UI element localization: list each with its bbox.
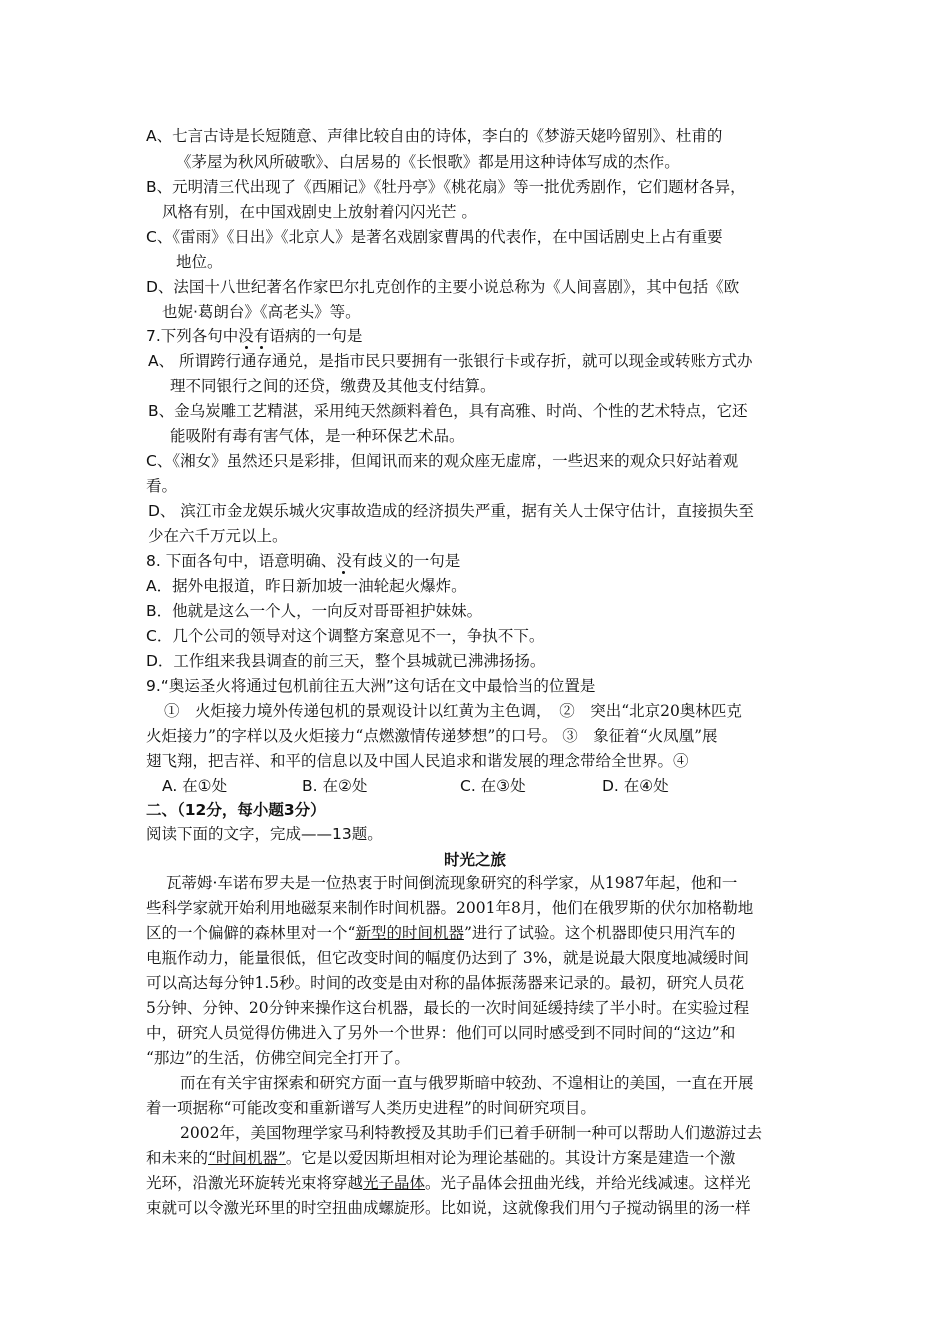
q9-option-a: A. 在①处 <box>162 777 228 795</box>
q8-stem: 8. 下面各句中，语意明确、没有歧义的一句是 <box>146 552 461 570</box>
passage-p3-line1: 2002年，美国物理学家马利特教授及其助手们已着手研制一种可以帮助人们遨游过去 <box>180 1124 762 1142</box>
q7-stem: 7.下列各句中没有语病的一句是 <box>146 327 363 345</box>
passage-p1-line1: 瓦蒂姆·车诺布罗夫是一位热衷于时间倒流现象研究的科学家，从1987年起，他和一 <box>166 874 738 892</box>
passage-p3-line4: 束就可以令激光环里的时空扭曲成螺旋形。比如说，这就像我们用勺子搅动锅里的汤一样 <box>146 1199 751 1217</box>
q8-option-a: A．据外电报道，昨日新加坡一油轮起火爆炸。 <box>146 577 467 595</box>
q7-option-b-line2: 能吸附有毒有害气体，是一种环保艺术品。 <box>170 427 465 445</box>
q9-option-b: B. 在②处 <box>302 777 368 795</box>
passage-p2-line1: 而在有关宇宙探索和研究方面一直与俄罗斯暗中较劲、不遑相让的美国，一直在开展 <box>180 1074 754 1092</box>
passage-p1-line3: 区的一个偏僻的森林里对一个“新型的时间机器”进行了试验。这个机器即使只用汽车的 <box>146 924 736 942</box>
passage-p1-line8: “那边”的生活，仿佛空间完全打开了。 <box>146 1049 410 1067</box>
passage-p2-line2: 着一项据称“可能改变和重新谱写人类历史进程”的时间研究项目。 <box>146 1099 596 1117</box>
q6-option-b-line2: 风格有别，在中国戏剧史上放射着闪闪光芒 。 <box>162 203 477 221</box>
section-instruction: 阅读下面的文字，完成——13题。 <box>146 825 383 843</box>
q7-option-d-line2: 少在六千万元以上。 <box>148 527 288 545</box>
passage-title: 时光之旅 <box>443 851 506 869</box>
q9-passage-line3: 翅飞翔，把吉祥、和平的信息以及中国人民追求和谐发展的理念带给全世界。④ <box>146 752 689 770</box>
q9-option-c: C. 在③处 <box>460 777 526 795</box>
q6-option-d-line2: 也妮·葛朗台》《高老头》等。 <box>162 303 361 321</box>
passage-p1-line2: 些科学家就开始利用地磁泵来制作时间机器。2001年8月，他们在俄罗斯的伏尔加格勒地 <box>146 899 754 917</box>
q7-option-c-line1: C、《湘女》虽然还只是彩排，但闻讯而来的观众座无虚席，一些迟来的观众只好站着观 <box>146 452 739 470</box>
q6-option-c-line2: 地位。 <box>176 253 223 271</box>
q7-option-b-line1: B、金乌炭雕工艺精湛，采用纯天然颜料着色，具有高雅、时尚、个性的艺术特点，它还 <box>148 402 748 420</box>
q6-option-b-line1: B、元明清三代出现了《西厢记》《牡丹亭》《桃花扇》等一批优秀剧作，它们题材各异， <box>146 178 746 196</box>
q9-passage-line1: ① 火炬接力境外传递包机的景观设计以红黄为主色调， ② 突出“北京20奥林匹克 <box>164 702 742 720</box>
q9-option-d: D. 在④处 <box>602 777 669 795</box>
q9-passage-line2: 火炬接力”的字样以及火炬接力“点燃激情传递梦想”的口号。 ③ 象征着“火凤凰”展 <box>146 727 718 745</box>
q9-stem: 9.“奥运圣火将通过包机前往五大洲”这句话在文中最恰当的位置是 <box>146 677 596 695</box>
q6-option-a-line2: 《茅屋为秋风所破歌》、白居易的《长恨歌》都是用这种诗体写成的杰作。 <box>176 153 680 171</box>
q8-option-c: C．几个公司的领导对这个调整方案意见不一，争执不下。 <box>146 627 545 645</box>
q6-option-a-line1: A、七言古诗是长短随意、声律比较自由的诗体，李白的《梦游天姥吟留别》、杜甫的 <box>146 127 723 145</box>
q6-option-d-line1: D、法国十八世纪著名作家巴尔扎克创作的主要小说总称为《人间喜剧》，其中包括《欧 <box>146 278 740 296</box>
passage-p3-line2: 和未来的“时间机器”。它是以爱因斯坦相对论为理论基础的。其设计方案是建造一个激 <box>146 1149 736 1167</box>
q8-option-b: B．他就是这么一个人，一向反对哥哥袒护妹妹。 <box>146 602 483 620</box>
passage-p1-line7: 中，研究人员觉得仿佛进入了另外一个世界：他们可以同时感受到不同时间的“这边”和 <box>146 1024 736 1042</box>
section-heading: 二、（12分，每小题3分） <box>146 801 326 819</box>
q7-option-c-line2: 看。 <box>146 477 178 495</box>
passage-p1-line6: 5分钟、分钟、20分钟来操作这台机器，最长的一次时间延缓持续了半小时。在实验过程 <box>146 999 750 1017</box>
q8-option-d: D．工作组来我县调查的前三天，整个县城就已沸沸扬扬。 <box>146 652 546 670</box>
q7-option-a-line2: 理不同银行之间的还贷，缴费及其他支付结算。 <box>170 377 496 395</box>
passage-p1-line4: 电瓶作动力，能量很低，但它改变时间的幅度仍达到了 3%，就是说最大限度地减缓时间 <box>146 949 750 967</box>
passage-p3-line3: 光环，沿激光环旋转光束将穿越光子晶体。光子晶体会扭曲光线，并给光线减速。这样光 <box>146 1174 751 1192</box>
passage-p1-line5: 可以高达每分钟1.5秒。时间的改变是由对称的晶体振荡器来记录的。最初，研究人员花 <box>146 974 745 992</box>
q7-option-a-line1: A、 所谓跨行通存通兑，是指市民只要拥有一张银行卡或存折，就可以现金或转账方式办 <box>148 352 753 370</box>
q6-option-c-line1: C、《雷雨》《日出》《北京人》是著名戏剧家曹禺的代表作，在中国话剧史上占有重要 <box>146 228 723 246</box>
q7-option-d-line1: D、 滨江市金龙娱乐城火灾事故造成的经济损失严重，据有关人士保守估计，直接损失至 <box>148 502 754 520</box>
